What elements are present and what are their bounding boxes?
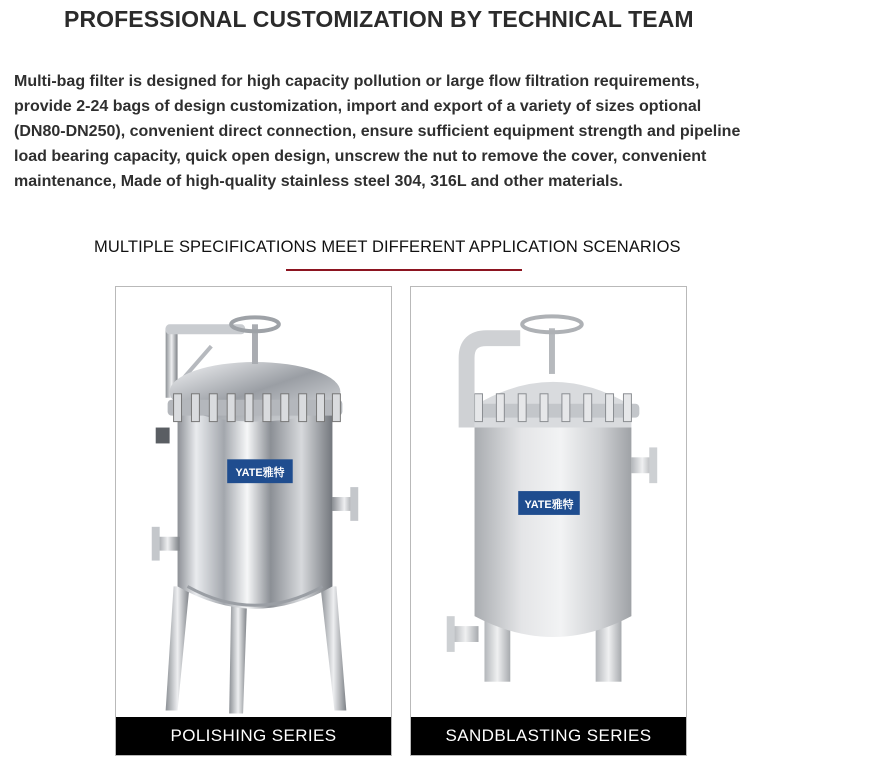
intro-line: Multi-bag filter is designed for high capacity pollution or large flow filtration requirements, (14, 73, 700, 90)
product-caption: SANDBLASTING SERIES (411, 717, 686, 755)
brand-logo: YATE雅特 (235, 467, 285, 480)
intro-line: load bearing capacity, quick open design, unscrew the nut to remove the cover, convenient (14, 148, 707, 165)
product-caption: POLISHING SERIES (116, 717, 391, 755)
polishing-filter-image (116, 287, 391, 719)
product-card-sandblasting[interactable] (410, 286, 687, 756)
intro-line: maintenance, Made of high-quality stainless steel 304, 316L and other materials. (14, 173, 623, 190)
section-title: MULTIPLE SPECIFICATIONS MEET DIFFERENT APPLICATION SCENARIOS (94, 238, 681, 256)
intro-line: (DN80-DN250), convenient direct connection, ensure sufficient equipment strength and pipeline (14, 123, 741, 140)
section-divider (286, 269, 522, 271)
brand-logo: YATE雅特 (524, 498, 574, 511)
product-card-polishing[interactable] (115, 286, 392, 756)
intro-line: provide 2-24 bags of design customization, import and export of a variety of sizes optional (14, 98, 702, 115)
sandblasting-filter-image (411, 287, 686, 719)
intro-paragraph (14, 69, 804, 194)
page-title: PROFESSIONAL CUSTOMIZATION BY TECHNICAL TEAM (64, 6, 694, 32)
